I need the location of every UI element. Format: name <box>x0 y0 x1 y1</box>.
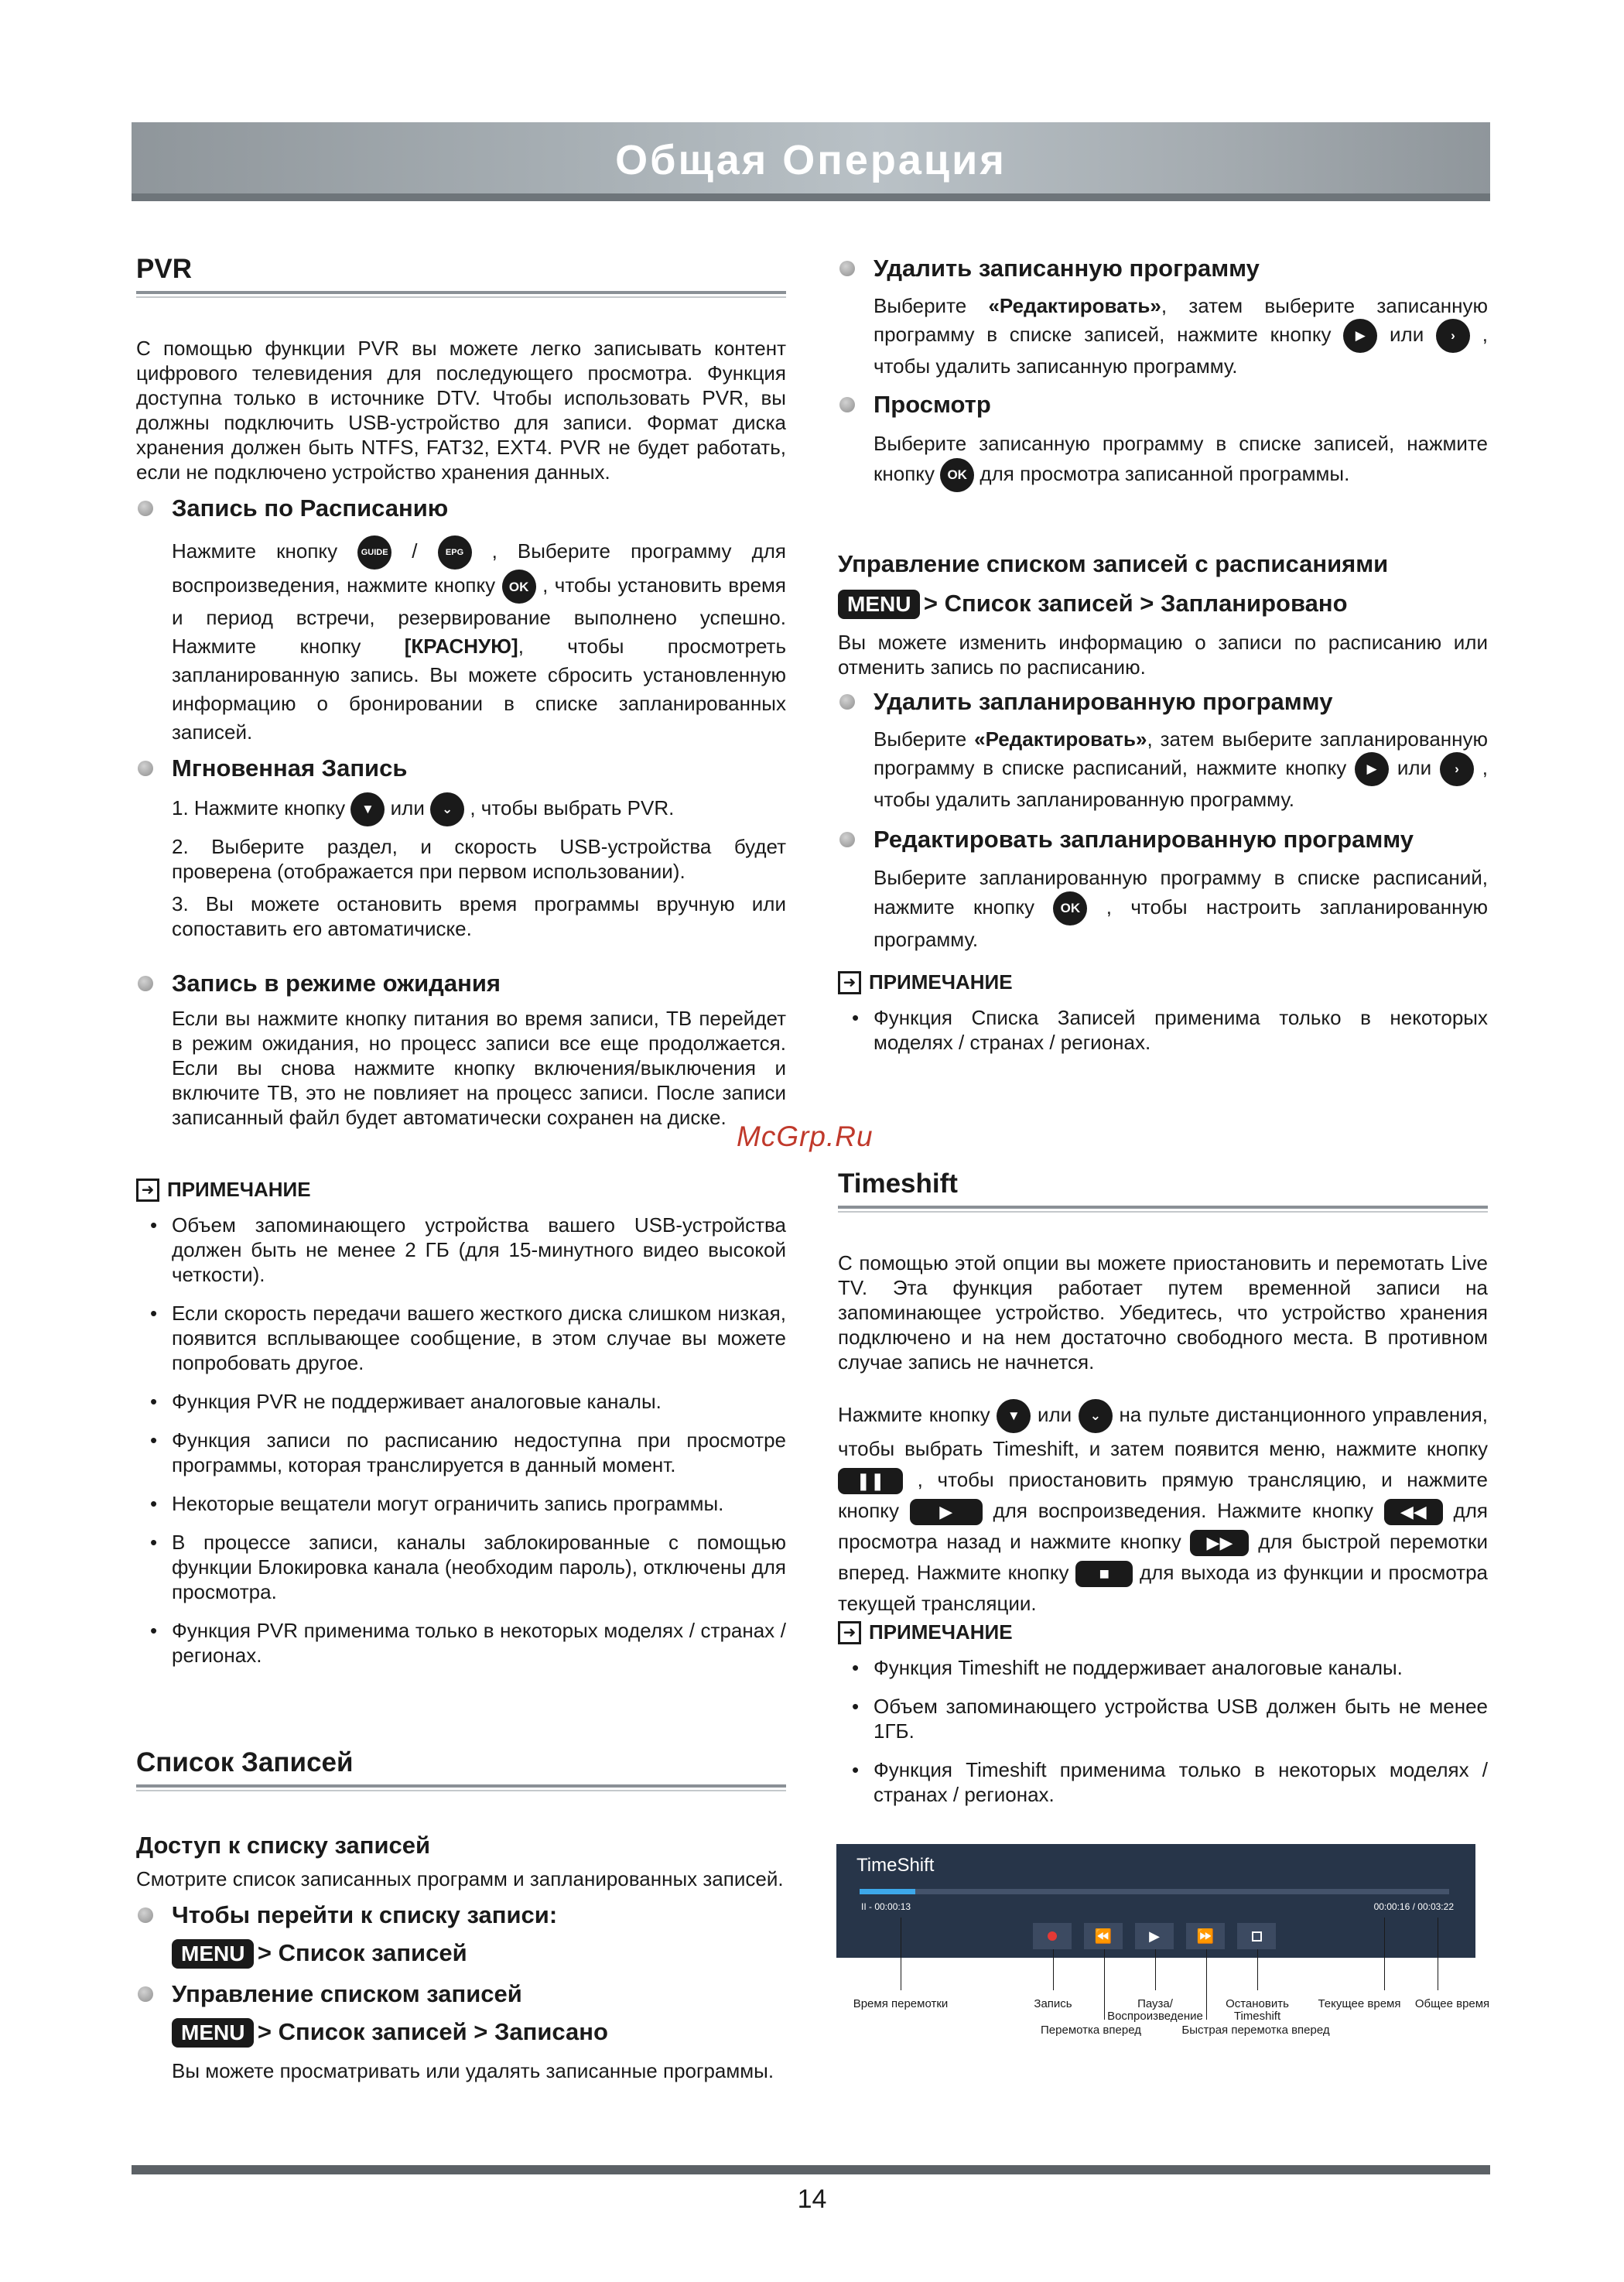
text: 1. Нажмите кнопку <box>172 795 346 819</box>
text: , чтобы настроить запланированную программу. <box>874 895 1488 951</box>
leader-line <box>1384 1918 1385 1990</box>
del-sched-heading <box>838 687 1488 717</box>
view-heading <box>838 390 1488 419</box>
list-item: • Функция PVR не поддерживает аналоговые каналы. <box>136 1389 786 1414</box>
manage-path <box>136 2018 786 2048</box>
play-button-icon: ▶ <box>910 1499 983 1525</box>
section-divider <box>838 1206 1488 1213</box>
ok-button-icon: OK <box>940 458 974 492</box>
epg-button-icon: EPG <box>438 535 472 570</box>
fast-forward-button[interactable] <box>1186 1923 1225 1949</box>
fast-forward-icon: ⏩ <box>1196 1928 1215 1944</box>
leader-line <box>1257 1949 1258 1990</box>
bullet-icon <box>839 832 855 847</box>
timeshift-screen <box>836 1844 1475 1958</box>
timeshift-title: Timeshift <box>838 1168 958 1199</box>
caption-forward: Перемотка вперед <box>1041 2024 1141 2037</box>
standby-title: Запись в режиме ожидания <box>172 970 501 997</box>
view-title: Просмотр <box>874 391 991 418</box>
edit-label: «Редактировать» <box>988 294 1161 317</box>
note-heading <box>136 1178 786 1202</box>
progress-bar[interactable] <box>860 1889 1449 1894</box>
del-sched-title: Удалить запланированную программу <box>874 688 1333 715</box>
text: / <box>412 539 418 563</box>
bullet-icon <box>138 501 153 516</box>
list-item: • Функция PVR применима только в некоторых моделях / странах / регионах. <box>136 1618 786 1668</box>
instant-step1 <box>136 792 786 826</box>
note-heading <box>838 1620 1488 1644</box>
rewind-time: II - 00:00:13 <box>861 1901 911 1912</box>
list-item: • Объем запоминающего устройства USB должен быть не менее 1ГБ. <box>838 1694 1488 1743</box>
bullet-icon <box>138 976 153 991</box>
header-banner <box>132 122 1490 201</box>
path-text: > Список записей <box>257 1939 467 1966</box>
caption-current-time: Текущее время <box>1318 1997 1401 2010</box>
list-item: • Объем запоминающего устройства вашего USB-устройства должен быть не менее 2 ГБ (для 15-минутного видео высокой четкости). <box>136 1213 786 1287</box>
instant-block <box>136 754 786 941</box>
pvr-section <box>136 254 786 298</box>
stop-button[interactable] <box>1237 1923 1276 1949</box>
text: , затем выберите запланированную программу в списке расписаний, нажмите кнопку <box>874 727 1488 779</box>
sched-manage-block <box>838 549 1488 1055</box>
rewind-button-icon: ◀◀ <box>1384 1499 1443 1525</box>
text: Выберите <box>874 727 967 751</box>
timeshift-section <box>838 1168 1488 1213</box>
goto-title: Чтобы перейти к списку записи: <box>172 1901 558 1928</box>
list-item: • Функция записи по расписанию недоступна при просмотре программы, которая транслируется в данный момент. <box>136 1428 786 1477</box>
record-icon <box>1048 1931 1057 1941</box>
text: , Выберите программу для воспроизведения, нажмите кнопку <box>172 539 786 597</box>
list-item: • Функция Timeshift не поддерживает аналоговые каналы. <box>838 1655 1488 1680</box>
section-divider <box>136 291 786 298</box>
text: , чтобы удалить записанную программу. <box>874 322 1488 378</box>
list-item: • В процессе записи, каналы заблокированные с помощью функции Блокировка канала (необходим пароль), отключены для просмотра. <box>136 1530 786 1604</box>
play-pause-button[interactable] <box>1135 1923 1174 1949</box>
footer-divider <box>132 2165 1490 2174</box>
text: или <box>1390 322 1424 346</box>
reclist-title: Список Записей <box>136 1747 354 1777</box>
bullet-icon <box>138 1986 153 2002</box>
note-arrow-icon: ➜ <box>838 971 861 994</box>
text: для выхода из функции и просмотра текущей трансляции. <box>838 1561 1488 1616</box>
schedule-heading <box>136 494 786 523</box>
bullet-icon <box>138 761 153 776</box>
list-item: • Функция Списка Записей применима только в некоторых моделях / странах / регионах. <box>838 1005 1488 1055</box>
leader-line <box>1155 1949 1156 1990</box>
text: , чтобы приостановить прямую трансляцию, и нажмите кнопку <box>838 1468 1488 1523</box>
standby-block <box>136 969 786 1130</box>
sched-path <box>838 590 1488 619</box>
text: , чтобы выбрать PVR. <box>470 795 675 819</box>
down-arrow-icon: ▼ <box>350 792 385 826</box>
pvr-intro: С помощью функции PVR вы можете легко записывать контент цифрового телевидения для последующего просмотра. Функция доступна только в источнике DTV. Чтобы использовать PVR, вы должны подключить USB-устройство для записи. Формат диска хранения должен быть NTFS, FAT32, EXT4. PVR не будет работать, если не подключено устройство хранения данных. <box>136 337 786 484</box>
text: , затем выберите записанную программу в списке записей, нажмите кнопку <box>874 294 1488 346</box>
text: , чтобы установить время и период встречи, резервирование выполнено успешно. Нажмите кнопку <box>172 573 786 658</box>
timeshift-screen-title: TimeShift <box>856 1855 935 1876</box>
text: , чтобы просмотреть запланированную запись. Вы можете сбросить установленную информацию о бронировании в списке запланированных записей. <box>172 635 786 744</box>
stop-button-icon: ■ <box>1075 1561 1133 1587</box>
text: Выберите запланированную программу в списке расписаний, нажмите кнопку <box>874 866 1488 919</box>
watermark: McGrp.Ru <box>737 1120 874 1152</box>
bullet-icon <box>839 397 855 412</box>
edit-sched-heading <box>838 825 1488 854</box>
chevron-right-icon: › <box>1440 752 1474 786</box>
standby-text: Если вы нажмите кнопку питания во время записи, ТВ перейдет в режим ожидания, но процесс записи все еще продолжается. Если вы снова нажмите кнопку включения/выключения и включите ТВ, это не повлияет на процесс записи. После записи записанный файл будет автоматически сохранен на диске. <box>172 1007 786 1129</box>
pause-button-icon: ❚❚ <box>838 1468 903 1494</box>
section-divider <box>136 1784 786 1791</box>
manage-heading <box>136 1979 786 2009</box>
play-arrow-icon: ▶ <box>1343 319 1377 353</box>
down-arrow-icon: ▼ <box>997 1399 1031 1433</box>
text: для просмотра записанной программы. <box>980 461 1350 485</box>
view-text <box>838 429 1488 492</box>
timeshift-instructions <box>838 1399 1488 1619</box>
delete-title: Удалить записанную программу <box>874 255 1260 282</box>
instant-heading <box>136 754 786 783</box>
caption-rewind-time: Время перемотки <box>853 1997 949 2010</box>
standby-heading <box>136 969 786 998</box>
sched-title: Управление списком записей с расписаниями <box>838 550 1389 577</box>
caption-fast-forward: Быстрая перемотка вперед <box>1181 2024 1330 2037</box>
menu-button-icon: MENU <box>838 590 920 619</box>
pvr-title: PVR <box>136 254 192 284</box>
instant-title: Мгновенная Запись <box>172 754 408 782</box>
timeshift-intro: С помощью этой опции вы можете приостановить и перемотать Live TV. Эта функция работает путем временной записи на запоминающее устройство. Убедитесь, что устройство хранения подключено и на нем достаточно свободного места. В противном случае запись не начнется. <box>838 1251 1488 1374</box>
timeshift-notes <box>838 1620 1488 1807</box>
chevron-down-icon: ⌄ <box>430 792 464 826</box>
rewind-button[interactable] <box>1084 1923 1123 1949</box>
list-item: • Некоторые вещатели могут ограничить запись программы. <box>136 1491 786 1516</box>
text: или <box>1037 1403 1072 1426</box>
path-text: > Список записей > Записано <box>257 2018 608 2045</box>
menu-button-icon: MENU <box>172 2018 254 2048</box>
instant-step2: 2. Выберите раздел, и скорость USB-устройства будет проверена (отображается при первом использовании). <box>172 835 786 883</box>
manage-title: Управление списком записей <box>172 1980 522 2007</box>
manage-text: Вы можете просматривать или удалять записанные программы. <box>172 2059 774 2082</box>
delete-recorded-block <box>838 254 1488 492</box>
record-button[interactable] <box>1033 1923 1072 1949</box>
page-title: Общая Операция <box>615 137 1007 183</box>
edit-sched-text <box>838 864 1488 953</box>
bullet-icon <box>138 1907 153 1923</box>
instant-step3: 3. Вы можете остановить время программы вручную или сопоставить его автоматичиске. <box>172 892 786 940</box>
guide-button-icon: GUIDE <box>357 535 391 570</box>
text: для просмотра назад и нажмите кнопку <box>838 1499 1488 1554</box>
page-number: 14 <box>797 2184 827 2214</box>
reclist-section <box>136 1747 786 1791</box>
sched-text: Вы можете изменить информацию о записи по расписанию или отменить запись по расписанию. <box>838 631 1488 679</box>
ok-button-icon: OK <box>1053 891 1087 925</box>
note-heading <box>838 970 1488 994</box>
play-arrow-icon: ▶ <box>1355 752 1389 786</box>
note-arrow-icon: ➜ <box>136 1179 159 1202</box>
edit-label: «Редактировать» <box>974 727 1147 751</box>
text: или <box>390 795 425 819</box>
text: Нажмите кнопку <box>838 1403 990 1426</box>
note-title: ПРИМЕЧАНИЕ <box>167 1178 311 1201</box>
text: Выберите <box>874 294 967 317</box>
delete-heading <box>838 254 1488 283</box>
bullet-icon <box>839 694 855 710</box>
caption-pause: Пауза/ Воспроизведение <box>1107 1997 1203 2023</box>
schedule-title: Запись по Расписанию <box>172 494 449 522</box>
note-arrow-icon: ➜ <box>838 1621 861 1644</box>
text: Выберите записанную программу в списке записей, нажмите кнопку <box>874 432 1488 485</box>
text: для быстрой перемотки вперед. Нажмите кнопку <box>838 1530 1489 1585</box>
caption-stop: Остановить Timeshift <box>1226 1997 1289 2023</box>
access-text: Смотрите список записанных программ и запланированных записей. <box>136 1867 784 1890</box>
ok-button-icon: OK <box>502 570 536 604</box>
access-title: Доступ к списку записей <box>136 1832 431 1859</box>
delete-text <box>838 293 1488 379</box>
progress-fill <box>860 1889 915 1894</box>
path-text: > Список записей > Запланировано <box>923 590 1348 617</box>
goto-path <box>136 1939 786 1969</box>
play-icon: ▶ <box>1149 1928 1160 1944</box>
caption-record: Запись <box>1034 1997 1072 2010</box>
caption-total-time: Общее время <box>1414 1997 1490 2010</box>
stop-icon <box>1252 1931 1262 1942</box>
rewind-icon: ⏪ <box>1094 1928 1113 1944</box>
schedule-text <box>136 535 786 747</box>
red-button-label: [КРАСНУЮ] <box>404 635 518 658</box>
current-total-time: 00:00:16 / 00:03:22 <box>1373 1901 1454 1912</box>
list-item: • Если скорость передачи вашего жесткого диска слишком низкая, появится всплывающее сообщение, в этом случае вы можете попробовать другое. <box>136 1301 786 1375</box>
note-title: ПРИМЕЧАНИЕ <box>869 970 1013 994</box>
text: , чтобы удалить запланированную программу. <box>874 755 1488 811</box>
chevron-down-icon: ⌄ <box>1079 1399 1113 1433</box>
schedule-block <box>136 494 786 747</box>
goto-heading <box>136 1901 786 1930</box>
del-sched-text <box>838 726 1488 813</box>
text: или <box>1397 755 1432 779</box>
list-item: • Функция Timeshift применима только в некоторых моделях / странах / регионах. <box>838 1757 1488 1807</box>
leader-line <box>1053 1949 1054 1990</box>
pvr-notes <box>136 1178 786 1668</box>
fast-forward-button-icon: ▶▶ <box>1190 1530 1249 1556</box>
note-title: ПРИМЕЧАНИЕ <box>869 1620 1013 1644</box>
bullet-icon <box>839 261 855 276</box>
chevron-right-icon: › <box>1436 319 1470 353</box>
menu-button-icon: MENU <box>172 1939 254 1969</box>
reclist-block <box>136 1831 786 2083</box>
text: для воспроизведения. Нажмите кнопку <box>993 1499 1373 1523</box>
edit-sched-title: Редактировать запланированную программу <box>874 826 1414 853</box>
text: на пульте дистанционного управления, чтобы выбрать Timeshift, и затем появится меню, нажмите кнопку <box>838 1403 1489 1461</box>
text: Нажмите кнопку <box>172 539 338 563</box>
